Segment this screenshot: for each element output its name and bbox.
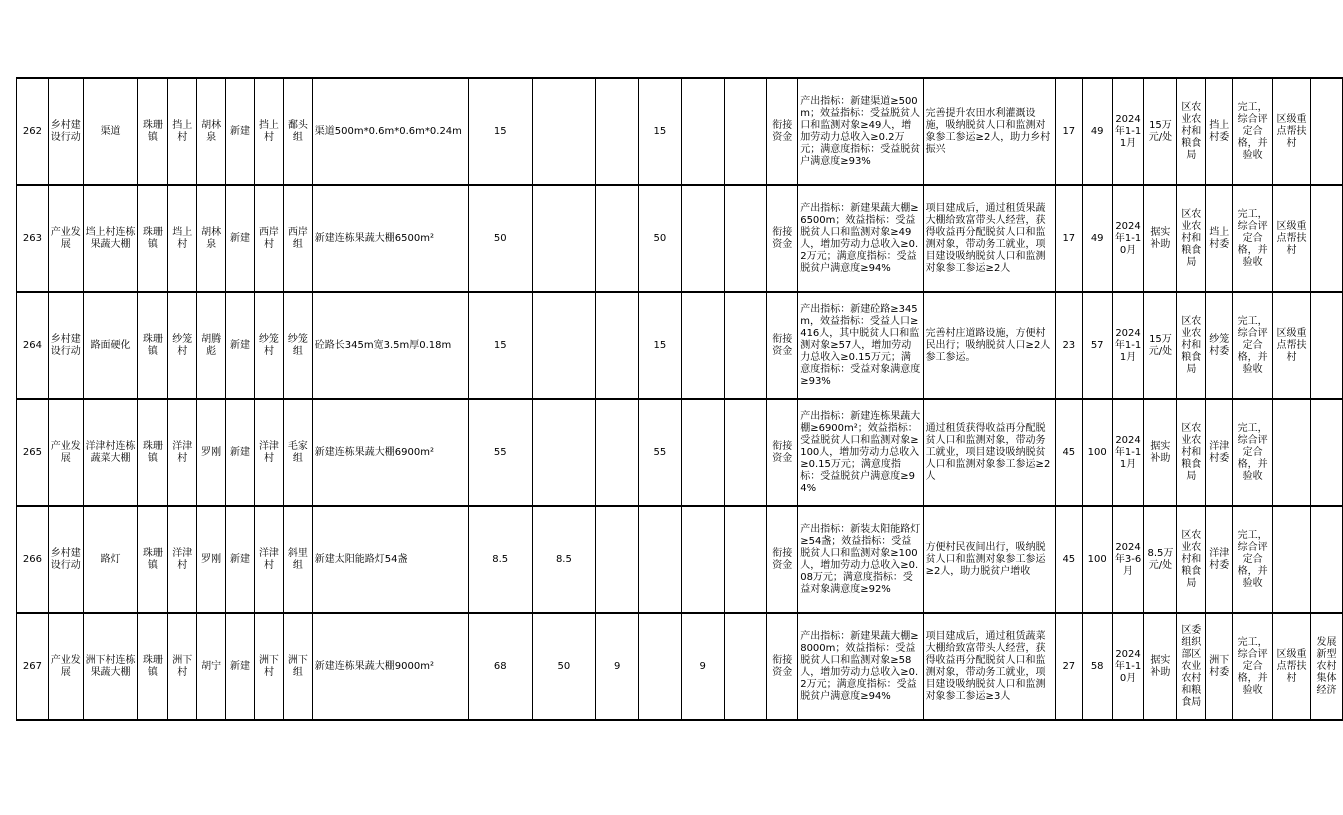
cell-category: 乡村建设行动 bbox=[48, 292, 83, 399]
cell-type: 新建 bbox=[226, 399, 255, 506]
cell-fund-5 bbox=[724, 292, 767, 399]
cell-beneficiary-households: 45 bbox=[1055, 399, 1082, 506]
table-row bbox=[17, 399, 1343, 506]
cell-level: 区级重点帮扶村 bbox=[1273, 292, 1311, 399]
cell-period: 2024年3-6月 bbox=[1112, 506, 1144, 613]
cell-project: 渠道 bbox=[83, 78, 138, 185]
cell-level: 区级重点帮扶村 bbox=[1273, 613, 1311, 720]
table-row bbox=[17, 292, 1343, 399]
cell-dept: 区农业农村和粮食局 bbox=[1177, 78, 1206, 185]
cell-site-village: 洋津村 bbox=[255, 506, 284, 613]
cell-fund-source: 衔接资金 bbox=[767, 399, 798, 506]
cell-period: 2024年1-11月 bbox=[1112, 78, 1144, 185]
cell-site-group: 斜里组 bbox=[283, 506, 312, 613]
cell-fund-2 bbox=[596, 292, 639, 399]
cell-level bbox=[1273, 399, 1311, 506]
cell-category: 产业发展 bbox=[48, 185, 83, 292]
cell-project: 路灯 bbox=[83, 506, 138, 613]
cell-site-group: 西岸组 bbox=[283, 185, 312, 292]
cell-indicators: 产出指标：新建砼路≥345m，效益指标：受益人口≥416人，其中脱贫人口和监测对象≥57人，增加劳动力总收入≥0.15万元；满意度指标：受益对象满意度≥93% bbox=[798, 292, 923, 399]
cell-dept: 区农业农村和粮食局 bbox=[1177, 399, 1206, 506]
cell-period: 2024年1-11月 bbox=[1112, 292, 1144, 399]
cell-site-group: 纱笼组 bbox=[283, 292, 312, 399]
cell-fund-3 bbox=[639, 613, 682, 720]
cell-implementer: 垱上村委 bbox=[1206, 185, 1233, 292]
cell-contact: 罗刚 bbox=[197, 506, 226, 613]
cell-fund-2 bbox=[596, 506, 639, 613]
cell-fund-source: 衔接资金 bbox=[767, 292, 798, 399]
cell-category: 乡村建设行动 bbox=[48, 78, 83, 185]
cell-implementer: 洋津村委 bbox=[1206, 506, 1233, 613]
cell-fund-2 bbox=[596, 399, 639, 506]
cell-remark bbox=[1310, 78, 1342, 185]
cell-beneficiary-people: 49 bbox=[1082, 78, 1112, 185]
cell-no: 267 bbox=[17, 613, 49, 720]
cell-project: 垱上村连栋果蔬大棚 bbox=[83, 185, 138, 292]
cell-fund-4 bbox=[681, 292, 724, 399]
cell-village: 洋津村 bbox=[168, 399, 197, 506]
cell-total: 15 bbox=[468, 292, 532, 399]
cell-fund-source: 衔接资金 bbox=[767, 613, 798, 720]
cell-category: 产业发展 bbox=[48, 613, 83, 720]
cell-total: 68 bbox=[468, 613, 532, 720]
cell-fund-1: 50 bbox=[532, 613, 596, 720]
cell-mechanism: 方便村民夜间出行，吸纳脱贫人口和监测对象参工参运≥2人，助力脱贫户增收 bbox=[923, 506, 1055, 613]
cell-period: 2024年1-10月 bbox=[1112, 185, 1144, 292]
cell-subsidy: 15万元/处 bbox=[1144, 78, 1177, 185]
table-row bbox=[17, 185, 1343, 292]
cell-level: 区级重点帮扶村 bbox=[1273, 185, 1311, 292]
cell-site-village: 西岸村 bbox=[255, 185, 284, 292]
cell-fund-source: 衔接资金 bbox=[767, 78, 798, 185]
cell-town: 珠珊镇 bbox=[138, 185, 168, 292]
cell-site-village: 洋津村 bbox=[255, 399, 284, 506]
cell-fund-4 bbox=[681, 399, 724, 506]
cell-subsidy: 8.5万元/处 bbox=[1144, 506, 1177, 613]
cell-no: 263 bbox=[17, 185, 49, 292]
cell-beneficiary-people: 57 bbox=[1082, 292, 1112, 399]
cell-village: 挡上村 bbox=[168, 78, 197, 185]
cell-fund-5 bbox=[724, 613, 767, 720]
cell-implementer: 纱笼村委 bbox=[1206, 292, 1233, 399]
cell-remark bbox=[1310, 185, 1342, 292]
cell-site-village: 洲下村 bbox=[255, 613, 284, 720]
project-table bbox=[16, 77, 1343, 721]
cell-fund-4: 9 bbox=[681, 613, 724, 720]
cell-fund-3: 50 bbox=[639, 185, 682, 292]
cell-period: 2024年1-11月 bbox=[1112, 399, 1144, 506]
cell-beneficiary-households: 27 bbox=[1055, 613, 1082, 720]
cell-content: 新建连栋果蔬大棚6900m² bbox=[312, 399, 468, 506]
cell-content: 砼路长345m宽3.5m厚0.18m bbox=[312, 292, 468, 399]
cell-beneficiary-people: 49 bbox=[1082, 185, 1112, 292]
cell-town: 珠珊镇 bbox=[138, 613, 168, 720]
cell-content: 新建连栋果蔬大棚9000m² bbox=[312, 613, 468, 720]
cell-remark bbox=[1310, 399, 1342, 506]
cell-mechanism: 项目建成后，通过租赁果蔬大棚给致富带头人经营，获得收益再分配脱贫人口和监测对象，带动务工就业，项目建设吸纳脱贫人口和监测对象参工参运≥2人 bbox=[923, 185, 1055, 292]
cell-fund-4 bbox=[681, 78, 724, 185]
cell-no: 262 bbox=[17, 78, 49, 185]
cell-subsidy: 据实补助 bbox=[1144, 185, 1177, 292]
cell-fund-5 bbox=[724, 399, 767, 506]
cell-village: 垱上村 bbox=[168, 185, 197, 292]
cell-acceptance: 完工，综合评定合格，并验收 bbox=[1233, 185, 1273, 292]
cell-category: 产业发展 bbox=[48, 399, 83, 506]
cell-total: 50 bbox=[468, 185, 532, 292]
cell-beneficiary-people: 100 bbox=[1082, 399, 1112, 506]
cell-implementer: 挡上村委 bbox=[1206, 78, 1233, 185]
cell-content: 新建太阳能路灯54盏 bbox=[312, 506, 468, 613]
cell-beneficiary-households: 17 bbox=[1055, 78, 1082, 185]
cell-dept: 区农业农村和粮食局 bbox=[1177, 185, 1206, 292]
cell-fund-4 bbox=[681, 185, 724, 292]
cell-site-group: 洲下组 bbox=[283, 613, 312, 720]
cell-type: 新建 bbox=[226, 292, 255, 399]
cell-town: 珠珊镇 bbox=[138, 78, 168, 185]
cell-project: 路面硬化 bbox=[83, 292, 138, 399]
cell-level bbox=[1273, 506, 1311, 613]
cell-remark: 发展新型农村集体经济 bbox=[1310, 613, 1342, 720]
cell-type: 新建 bbox=[226, 613, 255, 720]
cell-fund-5 bbox=[724, 78, 767, 185]
cell-site-village: 挡上村 bbox=[255, 78, 284, 185]
cell-site-group: 鄱头组 bbox=[283, 78, 312, 185]
cell-indicators: 产出指标：新装太阳能路灯≥54盏；效益指标：受益脱贫人口和监测对象≥100人，增加劳动力总收入≥0.08万元；满意度指标：受益对象满意度≥92% bbox=[798, 506, 923, 613]
cell-mechanism: 完善提升农田水利灌溉设施，吸纳脱贫人口和监测对象参工参运≥2人，助力乡村振兴 bbox=[923, 78, 1055, 185]
cell-fund-3: 55 bbox=[639, 399, 682, 506]
cell-type: 新建 bbox=[226, 506, 255, 613]
cell-no: 265 bbox=[17, 399, 49, 506]
cell-fund-4 bbox=[681, 506, 724, 613]
cell-mechanism: 完善村庄道路设施，方便村民出行；吸纳脱贫人口≥2人参工参运。 bbox=[923, 292, 1055, 399]
cell-contact: 罗刚 bbox=[197, 399, 226, 506]
cell-beneficiary-households: 23 bbox=[1055, 292, 1082, 399]
cell-mechanism: 通过租赁获得收益再分配脱贫人口和监测对象，带动务工就业，项目建设吸纳脱贫人口和监测对象参工参运≥2人 bbox=[923, 399, 1055, 506]
cell-total: 55 bbox=[468, 399, 532, 506]
cell-contact: 胡林泉 bbox=[197, 78, 226, 185]
cell-beneficiary-households: 45 bbox=[1055, 506, 1082, 613]
cell-fund-1 bbox=[532, 78, 596, 185]
cell-no: 264 bbox=[17, 292, 49, 399]
cell-period: 2024年1-10月 bbox=[1112, 613, 1144, 720]
cell-indicators: 产出指标：新建果蔬大棚≥8000m；效益指标：受益脱贫人口和监测对象≥58人，增加劳动力总收入≥0.2万元；满意度指标：受益脱贫户满意度≥94% bbox=[798, 613, 923, 720]
cell-fund-3: 15 bbox=[639, 78, 682, 185]
cell-village: 洋津村 bbox=[168, 506, 197, 613]
cell-level: 区级重点帮扶村 bbox=[1273, 78, 1311, 185]
cell-fund-1 bbox=[532, 185, 596, 292]
cell-dept: 区委组织部区农业农村和粮食局 bbox=[1177, 613, 1206, 720]
cell-fund-5 bbox=[724, 185, 767, 292]
cell-indicators: 产出指标：新建渠道≥500m；效益指标：受益脱贫人口和监测对象≥49人，增加劳动力总收入≥0.2万元；满意度指标：受益脱贫户满意度≥93% bbox=[798, 78, 923, 185]
cell-town: 珠珊镇 bbox=[138, 292, 168, 399]
cell-village: 洲下村 bbox=[168, 613, 197, 720]
cell-beneficiary-people: 100 bbox=[1082, 506, 1112, 613]
cell-project: 洲下村连栋果蔬大棚 bbox=[83, 613, 138, 720]
cell-fund-1 bbox=[532, 399, 596, 506]
cell-subsidy: 据实补助 bbox=[1144, 399, 1177, 506]
cell-site-village: 纱笼村 bbox=[255, 292, 284, 399]
cell-project: 洋津村连栋蔬菜大棚 bbox=[83, 399, 138, 506]
cell-fund-2: 9 bbox=[596, 613, 639, 720]
cell-village: 纱笼村 bbox=[168, 292, 197, 399]
cell-mechanism: 项目建成后，通过租赁蔬菜大棚给致富带头人经营，获得收益再分配脱贫人口和监测对象，带动务工就业，项目建设吸纳脱贫人口和监测对象参工参运≥3人 bbox=[923, 613, 1055, 720]
cell-fund-3 bbox=[639, 506, 682, 613]
cell-town: 珠珊镇 bbox=[138, 506, 168, 613]
cell-remark bbox=[1310, 506, 1342, 613]
cell-no: 266 bbox=[17, 506, 49, 613]
cell-subsidy: 据实补助 bbox=[1144, 613, 1177, 720]
cell-fund-2 bbox=[596, 78, 639, 185]
cell-acceptance: 完工，综合评定合格，并验收 bbox=[1233, 399, 1273, 506]
cell-total: 15 bbox=[468, 78, 532, 185]
cell-fund-source: 衔接资金 bbox=[767, 185, 798, 292]
cell-remark bbox=[1310, 292, 1342, 399]
cell-fund-3: 15 bbox=[639, 292, 682, 399]
cell-contact: 胡林泉 bbox=[197, 185, 226, 292]
cell-content: 渠道500m*0.6m*0.6m*0.24m bbox=[312, 78, 468, 185]
cell-indicators: 产出指标：新建连栋果蔬大棚≥6900m²；效益指标：受益脱贫人口和监测对象≥100人，增加劳动力总收入≥0.15万元；满意度指标：受益脱贫户满意度≥94% bbox=[798, 399, 923, 506]
table-row bbox=[17, 78, 1343, 185]
cell-town: 珠珊镇 bbox=[138, 399, 168, 506]
cell-fund-source: 衔接资金 bbox=[767, 506, 798, 613]
table-row bbox=[17, 613, 1343, 720]
table-row bbox=[17, 506, 1343, 613]
cell-implementer: 洲下村委 bbox=[1206, 613, 1233, 720]
cell-subsidy: 15万元/处 bbox=[1144, 292, 1177, 399]
cell-acceptance: 完工，综合评定合格，并验收 bbox=[1233, 78, 1273, 185]
cell-fund-2 bbox=[596, 185, 639, 292]
cell-fund-5 bbox=[724, 506, 767, 613]
cell-content: 新建连栋果蔬大棚6500m² bbox=[312, 185, 468, 292]
cell-type: 新建 bbox=[226, 78, 255, 185]
cell-indicators: 产出指标：新建果蔬大棚≥6500m；效益指标：受益脱贫人口和监测对象≥49人，增加劳动力总收入≥0.2万元；满意度指标：受益脱贫户满意度≥94% bbox=[798, 185, 923, 292]
cell-acceptance: 完工，综合评定合格，并验收 bbox=[1233, 613, 1273, 720]
cell-total: 8.5 bbox=[468, 506, 532, 613]
cell-dept: 区农业农村和粮食局 bbox=[1177, 506, 1206, 613]
cell-fund-1 bbox=[532, 292, 596, 399]
cell-beneficiary-households: 17 bbox=[1055, 185, 1082, 292]
cell-site-group: 毛家组 bbox=[283, 399, 312, 506]
cell-implementer: 洋津村委 bbox=[1206, 399, 1233, 506]
cell-type: 新建 bbox=[226, 185, 255, 292]
cell-acceptance: 完工，综合评定合格，并验收 bbox=[1233, 506, 1273, 613]
cell-beneficiary-people: 58 bbox=[1082, 613, 1112, 720]
cell-contact: 胡宁 bbox=[197, 613, 226, 720]
cell-category: 乡村建设行动 bbox=[48, 506, 83, 613]
cell-contact: 胡腾彪 bbox=[197, 292, 226, 399]
cell-dept: 区农业农村和粮食局 bbox=[1177, 292, 1206, 399]
cell-fund-1: 8.5 bbox=[532, 506, 596, 613]
cell-acceptance: 完工，综合评定合格，并验收 bbox=[1233, 292, 1273, 399]
